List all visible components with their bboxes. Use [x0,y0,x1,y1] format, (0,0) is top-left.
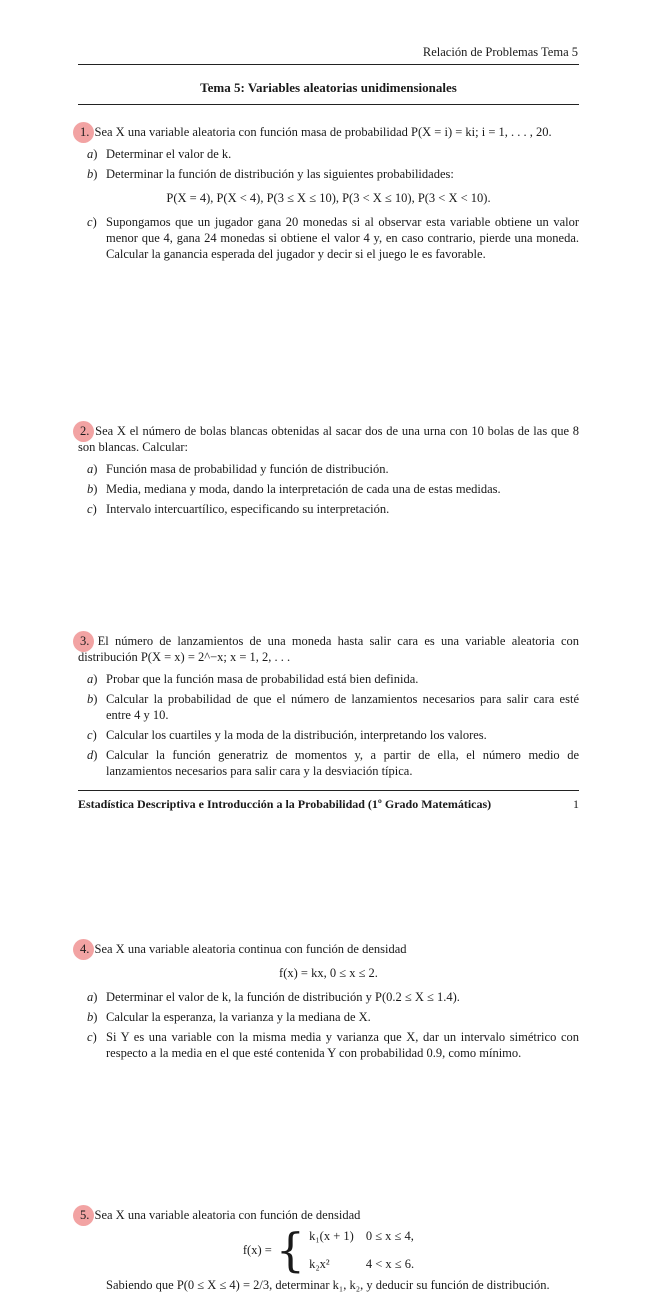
header-rule [78,64,579,65]
page-number: 1 [573,797,579,811]
page-title: Tema 5: Variables aleatorias unidimensionales [200,80,457,95]
case-cond: 0 ≤ x ≤ 4, [365,1229,414,1243]
problem-intro [78,941,579,957]
subitem-d: d) Calcular la función generatriz de momentos y, a partir de ella, el número medio de lanzamientos necesarios para salir cara y la desviación típica. [87,748,579,778]
problem-intro-text: Sea X una variable aleatoria con función de densidad [94,1208,361,1222]
subitem-c: c) Supongamos que un jugador gana 20 monedas si al observar esta variable obtiene un valor menor que 4, gana 24 monedas si obtiene el valor 4 y, en caso contrario, pierde una moneda. Calcular la ganancia esperada del jugador y decir si el juego le es favorable. [87,215,579,261]
problem-intro-text: Sea X el número de bolas blancas obtenidas al sacar dos de una urna con 10 bolas de las que 8 son blancas. Calcular: [78,424,579,454]
problem-intro [78,1207,579,1223]
piecewise-lhs: f(x) = [242,1243,272,1257]
problem-5 [78,1207,579,1293]
problem-intro-text: Sea X una variable aleatoria con función masa de probabilidad P(X = i) = ki; i = 1, . . . , 20. [94,125,552,139]
title-rule [78,104,579,105]
piecewise-cases [309,1228,414,1272]
problem-1 [78,124,579,262]
running-header: Relación de Problemas Tema 5 [422,45,578,59]
subitem-b: b) Media, mediana y moda, dando la interpretación de cada una de estas medidas. [87,482,501,496]
display-formula: f(x) = kx, 0 ≤ x ≤ 2. [279,966,378,980]
problem-intro-text: Sea X una variable aleatoria continua con función de densidad [94,942,407,956]
problem-closing: Sabiendo que P(0 ≤ X ≤ 4) = 2/3, determinar k₁, k₂, y deducir su función de distribución. [106,1278,550,1292]
subitem-a: a) Determinar el valor de k, la función de distribución y P(0.2 ≤ X ≤ 1.4). [87,990,460,1004]
piecewise-formula [78,1223,579,1277]
problem-number: 5. [80,1208,90,1222]
case-expr: k₁(x + 1) [309,1229,354,1243]
problem-intro [78,633,579,665]
subitems [78,989,579,1061]
problem-number: 3. [80,634,90,648]
subitems [78,146,579,262]
problem-number: 4. [80,942,90,956]
subitem-c: c) Intervalo intercuartílico, especificando su interpretación. [87,502,390,516]
subitem-b: b) Calcular la esperanza, la varianza y la mediana de X. [87,1010,371,1024]
footer-text: Estadística Descriptiva e Introducción a la Probabilidad (1º Grado Matemáticas) [78,797,492,811]
subitems [78,461,579,517]
subitem-a: a) Probar que la función masa de probabilidad está bien definida. [87,672,419,686]
page-footer [78,797,579,812]
subitem-c: c) Si Y es una variable con la misma media y varianza que X, dar un intervalo simétrico con respecto a la media en el que esté contenida Y con probabilidad 0.9, como mínimo. [87,1030,579,1060]
problem-3 [78,633,579,779]
display-formula: P(X = 4), P(X < 4), P(3 ≤ X ≤ 10), P(3 < X ≤ 10), P(3 < X < 10). [166,191,491,205]
case-cond: 4 < x ≤ 6. [365,1257,415,1271]
subitem-b: b) Determinar la función de distribución y las siguientes probabilidades: P(X = 4), P(X < 4), P(3 ≤ X ≤ 10), P(3 < X ≤ 10), P(3 < X < 10). [78,166,579,206]
problem-intro-text: El número de lanzamientos de una moneda hasta salir cara es una variable aleatoria con distribución P(X = x) = 2^−x; x = 1, 2, . . . [78,634,579,664]
problem-number: 2. [80,424,90,438]
case-expr: k₂x² [309,1257,330,1271]
problem-intro [78,124,579,140]
subitem-b: b) Calcular la probabilidad de que el número de lanzamientos necesarios para salir cara esté entre 4 y 10. [87,692,579,722]
subitem-a: a) Determinar el valor de k. [87,147,232,161]
left-brace-icon: { [275,1223,306,1277]
subitem-c: c) Calcular los cuartiles y la moda de la distribución, interpretando los valores. [87,728,487,742]
subitems [78,671,579,779]
footer-rule [78,790,579,791]
problem-4 [78,941,579,1061]
subitem-a: a) Función masa de probabilidad y función de distribución. [87,462,389,476]
problem-2 [78,423,579,517]
problem-number: 1. [80,125,90,139]
problem-intro [78,423,579,455]
